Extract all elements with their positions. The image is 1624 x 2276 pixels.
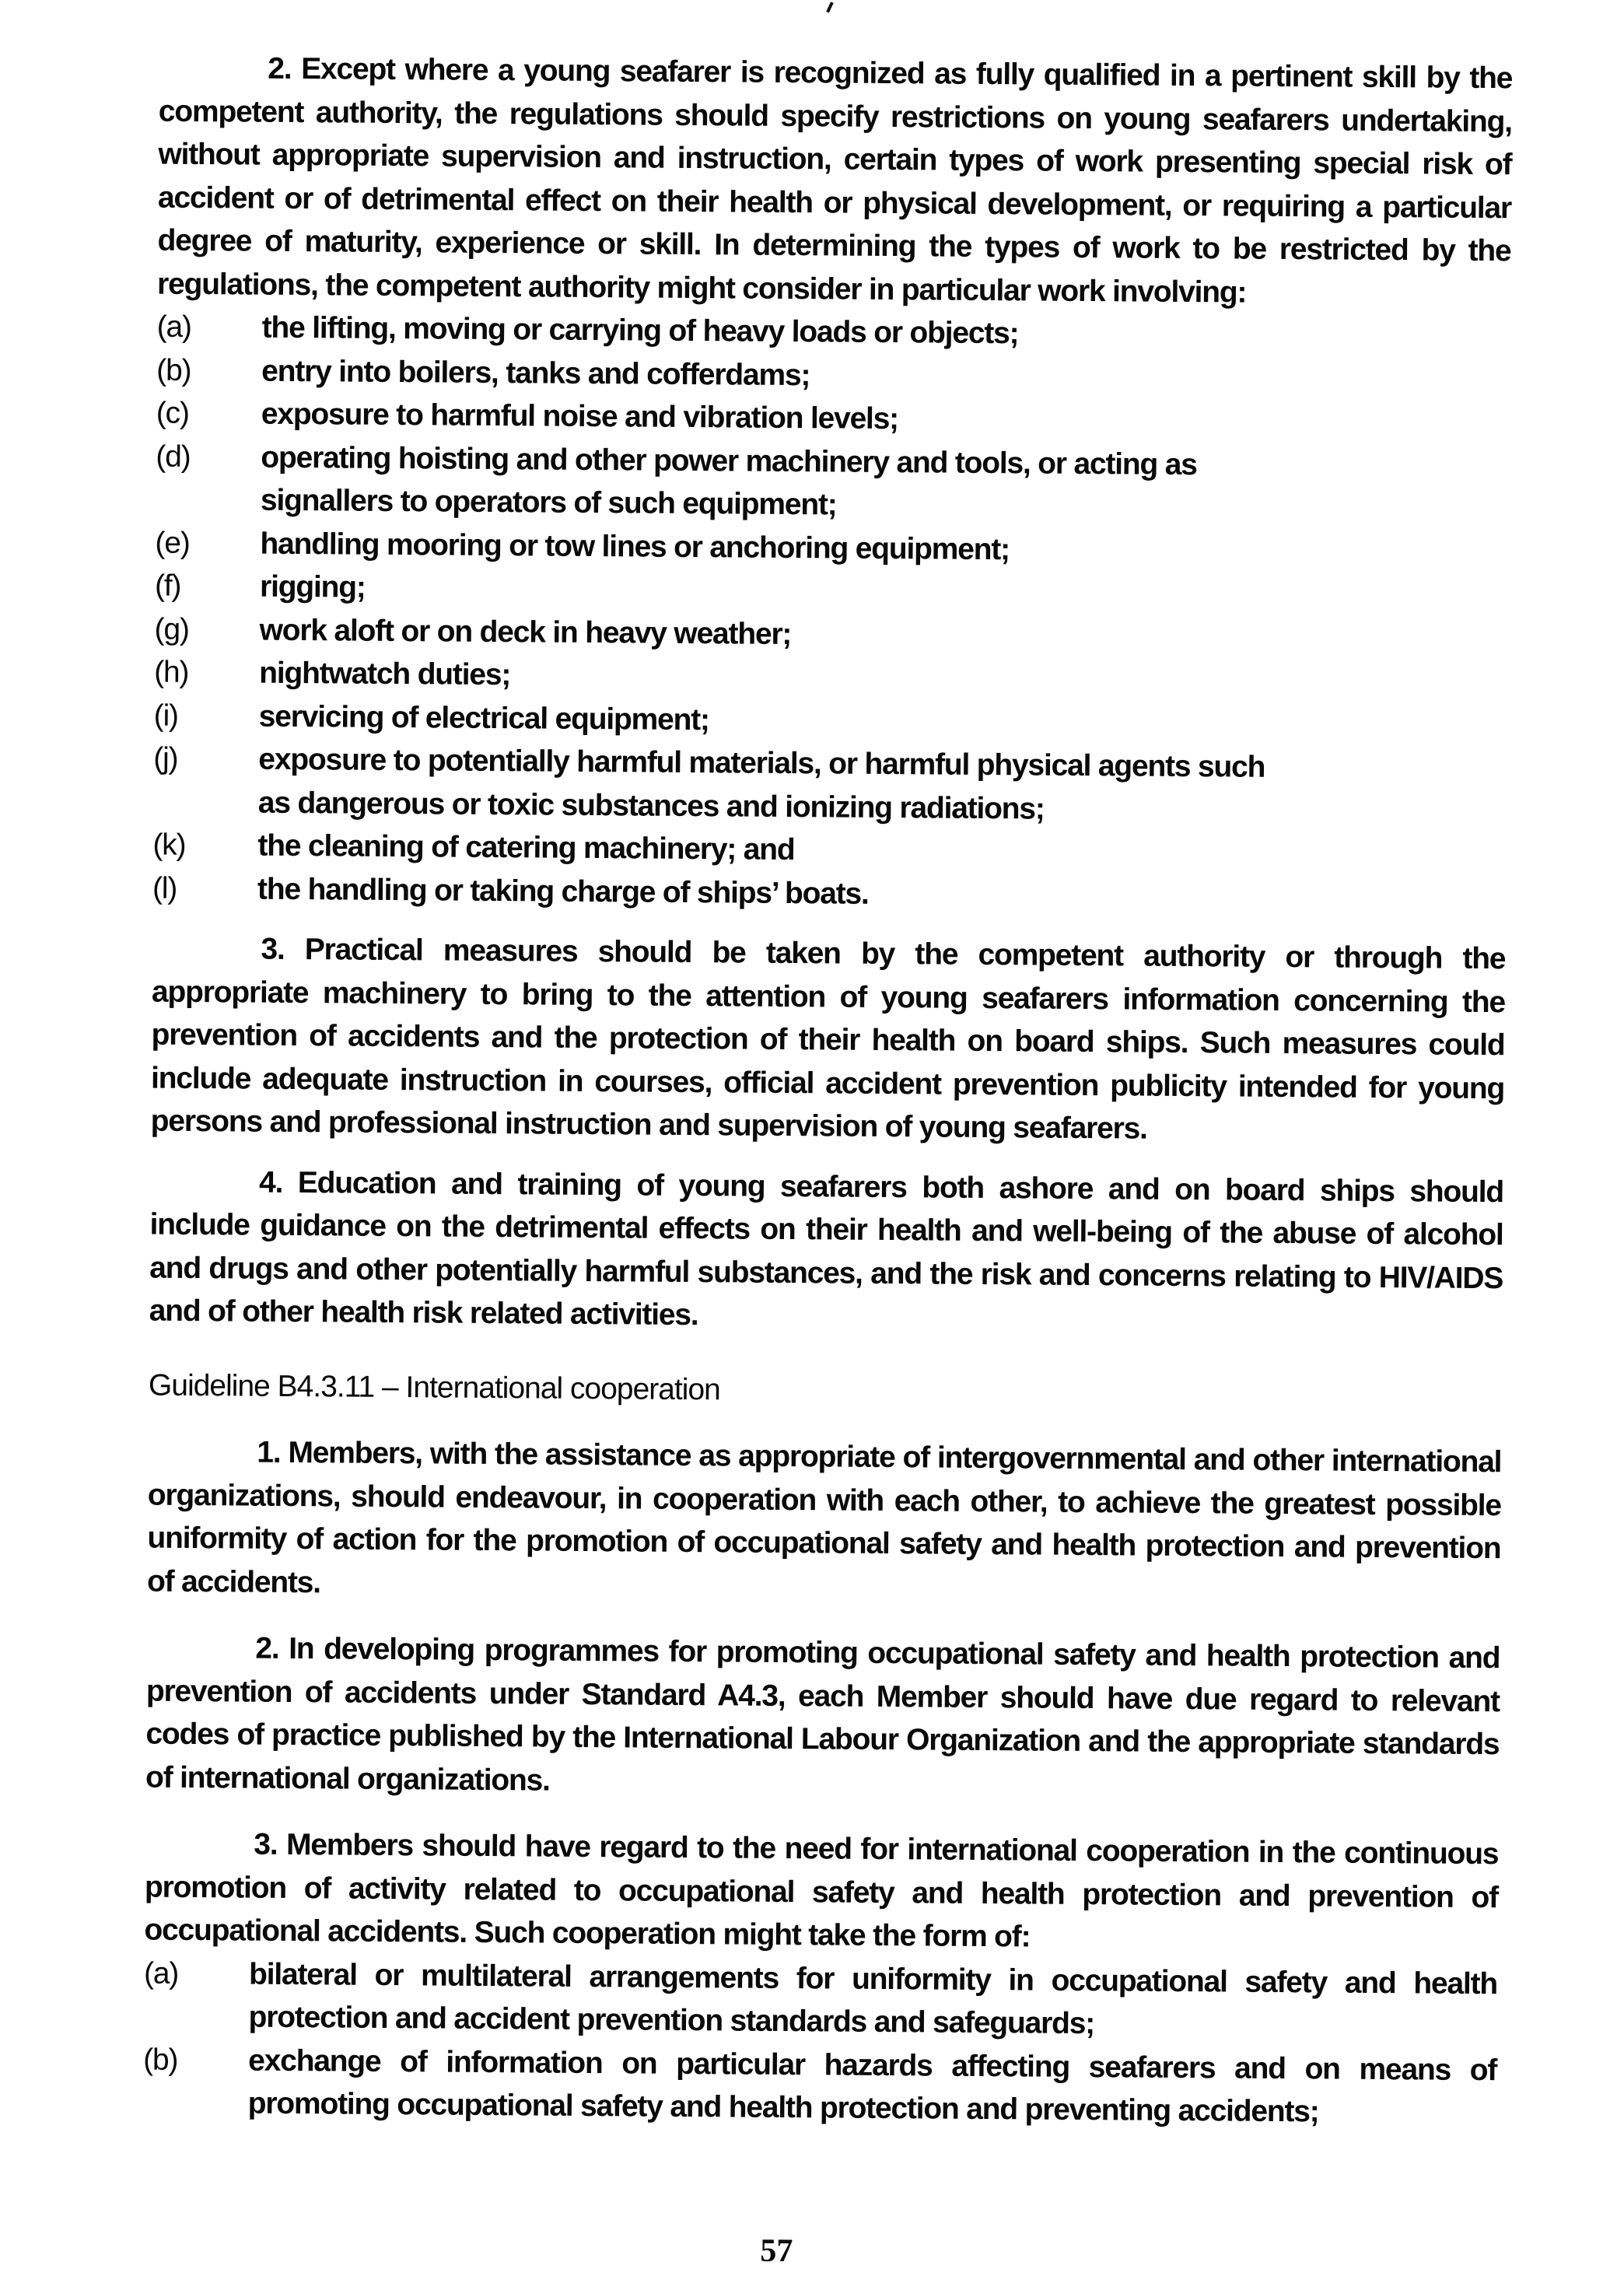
list-label: (d) [156,439,191,474]
list-label: (g) [154,612,189,646]
paragraph-4-education [149,1160,1504,1343]
list-label: (b) [143,2043,178,2077]
cooperation-forms-list [143,1952,1498,2135]
page-content [143,47,1513,2135]
list-label: (a) [143,1956,179,1991]
list-label: (b) [156,353,191,387]
paragraph-number: 2. [255,1631,279,1665]
list-item [143,2038,1497,2135]
paragraph-number: 2. [268,51,292,86]
paragraph-3-practical-measures [150,927,1505,1154]
list-label: (c) [156,396,189,430]
list-label: (j) [153,741,178,776]
list-text: rigging; [259,569,366,604]
paragraph-text: Practical measures should be taken by the competent authority or through the appropriate machinery to bring to the attention of young seafarers information concerning the prevention of accidents and the protection of their health on board ships. Such measures could include adequate instruction in courses, official accident prevention publicity intended for young persons and professional instruction and supervision of young seafarers. [150,933,1506,1146]
paragraph-1-members [147,1430,1502,1614]
list-label: (i) [153,699,178,733]
list-text: nightwatch duties; [259,656,511,692]
paragraph-number: 3. [261,932,285,966]
list-text: exchange of information on particular hazards affecting seafarers and on means of promoting occupational safety and health protection and preventing accidents; [247,2043,1497,2129]
paragraph-text: In developing programmes for promoting occupational safety and health protection and prevention of accidents under Standard A4.3, each Member should have due regard to relevant codes of practice published by the International Labour Organization and the appropriate standards of international organizations. [145,1631,1500,1798]
paragraph-2-restrictions [157,47,1513,317]
paragraph-number: 1. [257,1435,281,1469]
list-item [143,1952,1497,2049]
list-label: (k) [152,828,186,862]
list-label: (e) [155,526,190,560]
paragraph-number: 4. [258,1165,283,1199]
page-number: 57 [760,2232,793,2270]
paragraph-2-programmes [145,1626,1500,1810]
list-text: exposure to potentially harmful materials, or harmful physical agents such as dangerous or toxic substances and ionizing radiations; [257,742,1265,826]
list-text: the cleaning of catering machinery; and [257,828,795,867]
list-text: exposure to harmful noise and vibration levels; [261,397,899,436]
list-label: (h) [154,655,189,689]
scan-artifact-mark [826,2,834,12]
list-text: entry into boilers, tanks and cofferdams; [261,354,810,392]
list-text: operating hoisting and other power machinery and tools, or acting as signallers to operators of such equipment; [260,440,1197,522]
list-text: work aloft or on deck in heavy weather; [259,613,792,651]
list-item [156,435,1510,532]
paragraph-text: Members should have regard to the need for international cooperation in the continuous promotion of activity related to occupational safety and health protection and prevention of occupational accidents. Such cooperation might take the form of: [144,1827,1499,1954]
restricted-work-list [152,306,1510,921]
list-text: handling mooring or tow lines or anchoring equipment; [260,527,1010,566]
paragraph-3-international-cooperation [144,1823,1498,1963]
list-text: servicing of electrical equipment; [258,699,709,737]
paragraph-text: Except where a young seafarer is recognized as fully qualified in a pertinent skill by the competent authority, the regulations should specify restrictions on young seafarers undertaking, without appropriate supervision and instruction, certain types of work presenting special risk of accident or of detrimental effect on their health or physical development, or requiring a particular degree of maturity, experience or skill. In determining the types of work to be restricted by the regulations, the competent authority might consider in particular work involving: [156,52,1513,310]
guideline-heading: Guideline B4.3.11 – International cooperation [148,1368,721,1406]
paragraph-number: 3. [254,1827,278,1861]
paragraph-text: Members, with the assistance as appropriate of intergovernmental and other international organizations, should endeavour, in cooperation with each other, to achieve the greatest possible uniformity of action for the promotion of occupational safety and health protection and prevention of accidents. [146,1435,1502,1599]
list-text: the handling or taking charge of ships’ boats. [257,872,869,911]
list-label: (l) [152,871,177,905]
list-text: bilateral or multilateral arrangements for uniformity in occupational safety and health protection and accident prevention standards and safeguards; [248,1957,1498,2041]
paragraph-text: Education and training of young seafarers both ashore and on board ships should include guidance on the detrimental effects on their health and well-being of the abuse of alcohol and drugs and other potentially harmful substances, and the risk and concerns relating to HIV/AIDS and of other health risk related activities. [149,1165,1504,1332]
list-item [153,737,1507,835]
list-label: (f) [154,569,181,603]
list-label: (a) [156,310,191,344]
list-text: the lifting, moving or carrying of heavy loads or objects; [261,310,1019,351]
